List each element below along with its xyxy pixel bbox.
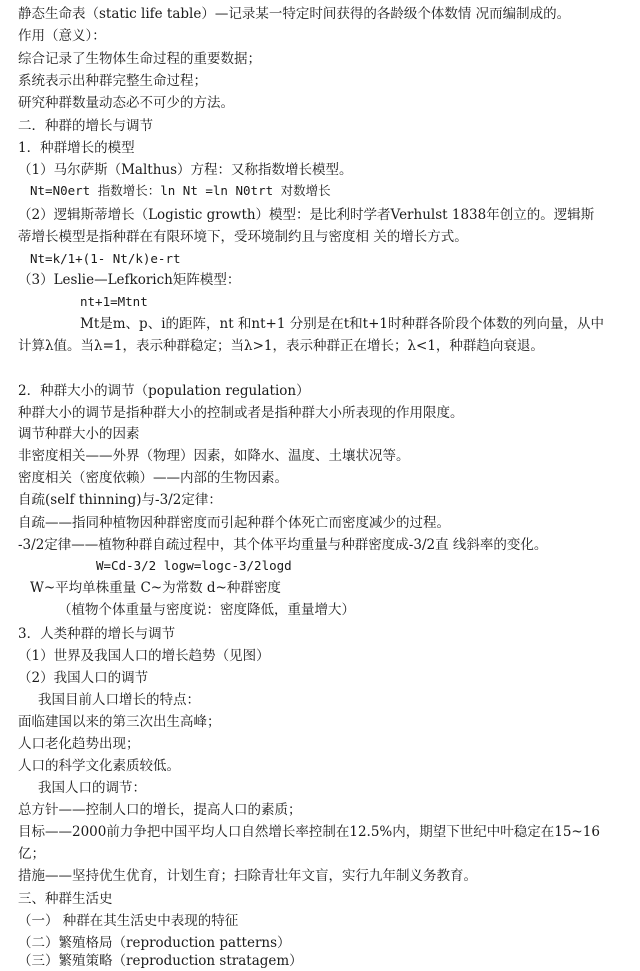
- china-regulation-heading: 我国人口的调节：: [38, 780, 146, 796]
- growth-feature-1: 面临建国以来的第三次出生高峰；: [18, 714, 221, 730]
- china-population-regulation: （2）我国人口的调节: [18, 670, 149, 686]
- function-item-3: 研究种群数量动态必不可少的方法。: [18, 95, 234, 111]
- density-independent: 非密度相关——外界（物理）因素，如降水、温度、土壤状况等。: [18, 448, 410, 464]
- subsection-human-population: 3．人类种群的增长与调节: [18, 626, 176, 642]
- self-thinning-heading: 自疏(self thinning)与-3/2定律：: [18, 492, 222, 508]
- section-2-heading: 二．种群的增长与调节: [18, 118, 153, 134]
- logistic-model: （2）逻辑斯蒂增长（Logistic growth）模型：是比利时学者Verhulst 1838年创立的。逻辑斯: [18, 207, 595, 223]
- function-item-2: 系统表示出种群完整生命过程；: [18, 73, 207, 89]
- growth-feature-2: 人口老化趋势出现；: [18, 736, 140, 752]
- density-dependent: 密度相关（密度依赖）——内部的生物因素。: [18, 470, 288, 486]
- static-life-table-definition: 静态生命表（static life table）—记录某一特定时间获得的各龄级个体数情 况而编制成的。: [18, 6, 571, 22]
- policy-target: 目标——2000前力争把中国平均人口自然增长率控制在12.5%内，期望下世纪中叶稳定在15~16: [18, 824, 600, 840]
- malthus-model: （1）马尔萨斯（Malthus）方程：又称指数增长模型。: [18, 162, 353, 178]
- section-3-heading: 三、种群生活史: [18, 891, 113, 907]
- formula-variables: W~平均单株重量 C~为常数 d~种群密度: [30, 580, 281, 596]
- function-item-1: 综合记录了生物体生命过程的重要数据；: [18, 51, 261, 67]
- three-halves-law: -3/2定律——植物种群自疏过程中，其个体平均重量与种群密度成-3/2直 线斜率的变化。: [18, 537, 548, 553]
- life-history-item-3: （三）繁殖策略（reproduction stratagem）: [18, 953, 303, 969]
- malthus-formula: Nt=N0ert 指数增长：ln Nt =ln N0trt 对数增长: [30, 183, 331, 198]
- growth-feature-3: 人口的科学文化素质较低。: [18, 758, 180, 774]
- self-thinning-definition: 自疏——指同种植物因种群密度而引起种群个体死亡而密度减少的过程。: [18, 515, 450, 531]
- growth-features-heading: 我国目前人口增长的特点：: [38, 692, 200, 708]
- three-halves-formula: W=Cd-3/2 logw=logc-3/2logd: [96, 558, 292, 573]
- subsection-growth-models: 1．种群增长的模型: [18, 140, 135, 156]
- life-history-item-1: （一） 种群在其生活史中表现的特征: [18, 913, 239, 929]
- lambda-description: 计算λ值。当λ=1，表示种群稳定；当λ>1，表示种群正在增长；λ<1，种群趋向衰退。: [18, 338, 544, 354]
- world-population-trend: （1）世界及我国人口的增长趋势（见图）: [18, 648, 270, 664]
- logistic-formula: Nt=k/1+(1- Nt/k)e-rt: [30, 251, 181, 266]
- logistic-description: 蒂增长模型是指种群在有限环境下，受环境制约且与密度相 关的增长方式。: [18, 229, 468, 245]
- policy-measures: 措施——坚持优生优育，计划生育；扫除青壮年文盲，实行九年制义务教育。: [18, 868, 477, 884]
- general-policy: 总方针——控制人口的增长，提高人口的素质；: [18, 802, 302, 818]
- leslie-description: Mt是m、p、i的距阵，nt 和nt+1 分别是在t和t+1时种群各阶段个体数的列向量，从中: [80, 316, 604, 332]
- subsection-regulation: 2．种群大小的调节（population regulation）: [18, 383, 310, 399]
- regulation-factors-heading: 调节种群大小的因素: [18, 426, 140, 442]
- life-history-item-2: （二）繁殖格局（reproduction patterns）: [18, 935, 291, 951]
- policy-target-continued: 亿；: [18, 846, 45, 862]
- leslie-model: （3）Leslie—Lefkorich矩阵模型：: [18, 272, 241, 288]
- regulation-definition: 种群大小的调节是指种群大小的控制或者是指种群大小所表现的作用限度。: [18, 405, 464, 421]
- leslie-formula: nt+1=Mtnt: [80, 294, 148, 309]
- function-heading: 作用（意义）：: [18, 28, 106, 44]
- weight-density-note: （植物个体重量与密度说：密度降低，重量增大）: [58, 602, 355, 618]
